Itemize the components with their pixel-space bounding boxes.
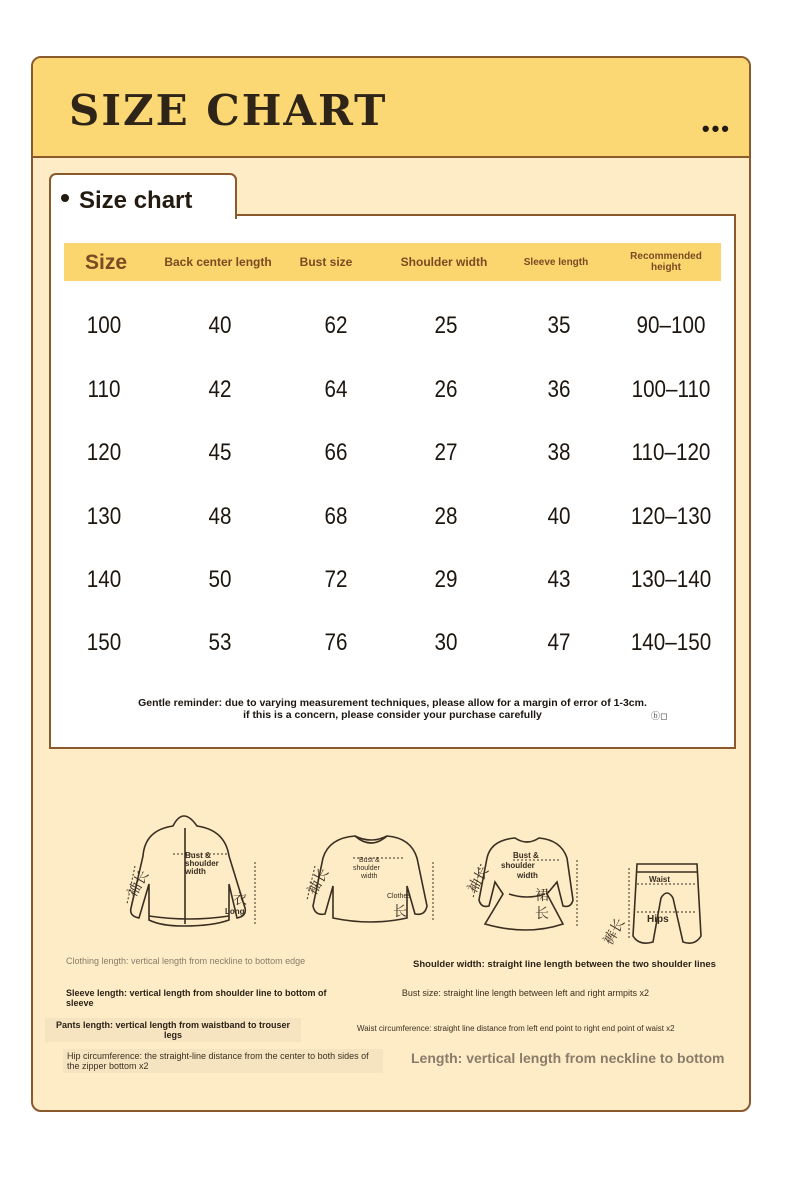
table-cell: 45 [208, 439, 232, 466]
table-cell: 66 [324, 439, 348, 466]
jacket-label-top2: shoulder [185, 859, 219, 868]
sweater-label-sleeve: 袖长 [304, 865, 333, 898]
sweater-label-length2: 长 [393, 904, 407, 920]
dress-label-length: 裙 [535, 888, 549, 904]
table-cell: 100–110 [631, 376, 711, 403]
table-cell: 35 [547, 312, 571, 339]
table-cell: 120 [86, 439, 122, 466]
jacket-label-top: Bust & [185, 851, 211, 860]
legend-pants-length: Pants length: vertical length from waistband to trouser legs [45, 1018, 301, 1042]
table-cell: 110 [87, 376, 121, 403]
table-cell: 30 [434, 629, 458, 656]
sweater-label-top3: width [361, 873, 378, 880]
size-table-panel [49, 214, 736, 749]
legend-shoulder-width: Shoulder width: straight line length between the two shoulder lines [413, 959, 716, 970]
jacket-label-length2: Long [225, 907, 245, 916]
legend-bust-size: Bust size: straight line length between left and right armpits x2 [401, 988, 649, 998]
table-cell: 26 [434, 376, 458, 403]
page-title: SIZE CHART [69, 86, 388, 135]
legend-waist: Waist circumference: straight line distance from left end point to right end point of waist x2 [357, 1024, 675, 1033]
pants-label-length: 裤长 [600, 915, 629, 948]
bullet-icon [61, 194, 69, 202]
table-cell: 27 [434, 439, 458, 466]
table-cell: 110–120 [631, 439, 711, 466]
tab-label: Size chart [79, 187, 193, 214]
garment-sketches [33, 788, 749, 948]
header-sleeve-length: Sleeve length [523, 256, 589, 268]
table-cell: 72 [324, 566, 348, 593]
table-cell: 100 [86, 312, 122, 339]
header-back-center-length: Back center length [164, 254, 272, 269]
table-cell: 28 [434, 503, 458, 530]
table-cell: 43 [547, 566, 571, 593]
table-cell: 64 [324, 376, 348, 403]
table-cell: 90–100 [636, 312, 706, 339]
jacket-label-length: 衣 [233, 892, 247, 908]
dress-label-top: Bust & [513, 851, 539, 860]
table-cell: 40 [547, 503, 571, 530]
reminder-line-1: Gentle reminder: due to varying measurement techniques, please allow for a margin of error of 1-3cm. [138, 697, 647, 709]
table-cell: 130 [86, 503, 122, 530]
sweater-label-top: Bust & [359, 857, 380, 864]
table-cell: 50 [208, 566, 232, 593]
reminder-icon: ⓑ◻ [651, 711, 668, 721]
dress-label-length2: 长 [535, 906, 549, 922]
title-banner [33, 58, 749, 158]
dress-label-top2: shoulder [501, 861, 535, 870]
size-chart-card [31, 56, 751, 1112]
table-cell: 76 [324, 629, 348, 656]
table-cell: 68 [324, 503, 348, 530]
dress-label-sleeve: 袖长 [464, 863, 493, 896]
legend-sleeve-length: Sleeve length: vertical length from shoulder line to bottom of sleeve [66, 988, 327, 1008]
dress-label-top3: width [517, 871, 538, 880]
table-cell: 36 [547, 376, 571, 403]
table-cell: 53 [208, 629, 232, 656]
header-recommended-height: Recommended height [630, 251, 702, 273]
table-cell: 40 [208, 312, 232, 339]
table-cell: 140 [86, 566, 122, 593]
size-chart-tab [49, 173, 237, 219]
table-cell: 48 [208, 503, 232, 530]
table-cell: 62 [324, 312, 348, 339]
table-cell: 120–130 [630, 503, 712, 530]
jacket-label-top3: width [185, 867, 206, 876]
table-cell: 47 [547, 629, 571, 656]
pants-label-hips: Hips [647, 914, 669, 925]
table-cell: 29 [434, 566, 458, 593]
sweater-label-top2: shoulder [353, 865, 380, 872]
table-cell: 42 [208, 376, 232, 403]
legend-hip: Hip circumference: the straight-line distance from the center to both sides of the zipper bottom x2 [63, 1049, 383, 1073]
legend-clothing-length: Clothing length: vertical length from neckline to bottom edge [66, 956, 306, 966]
legend-length: Length: vertical length from neckline to bottom [411, 1050, 725, 1066]
table-cell: 130–140 [630, 566, 712, 593]
jacket-label-sleeve: 袖长 [124, 867, 153, 900]
reminder-line-2: if this is a concern, please consider your purchase carefully [243, 709, 542, 721]
table-cell: 150 [86, 629, 122, 656]
table-header-row [64, 243, 721, 281]
more-dots-icon: ••• [701, 116, 731, 141]
header-bust-size: Bust size [299, 254, 353, 269]
pants-label-waist: Waist [649, 875, 671, 884]
header-size: Size [84, 250, 128, 274]
header-shoulder-width: Shoulder width [400, 254, 488, 269]
table-cell: 25 [434, 312, 458, 339]
sweater-label-length: Clothes [387, 893, 411, 900]
table-cell: 140–150 [630, 629, 712, 656]
table-cell: 38 [547, 439, 571, 466]
